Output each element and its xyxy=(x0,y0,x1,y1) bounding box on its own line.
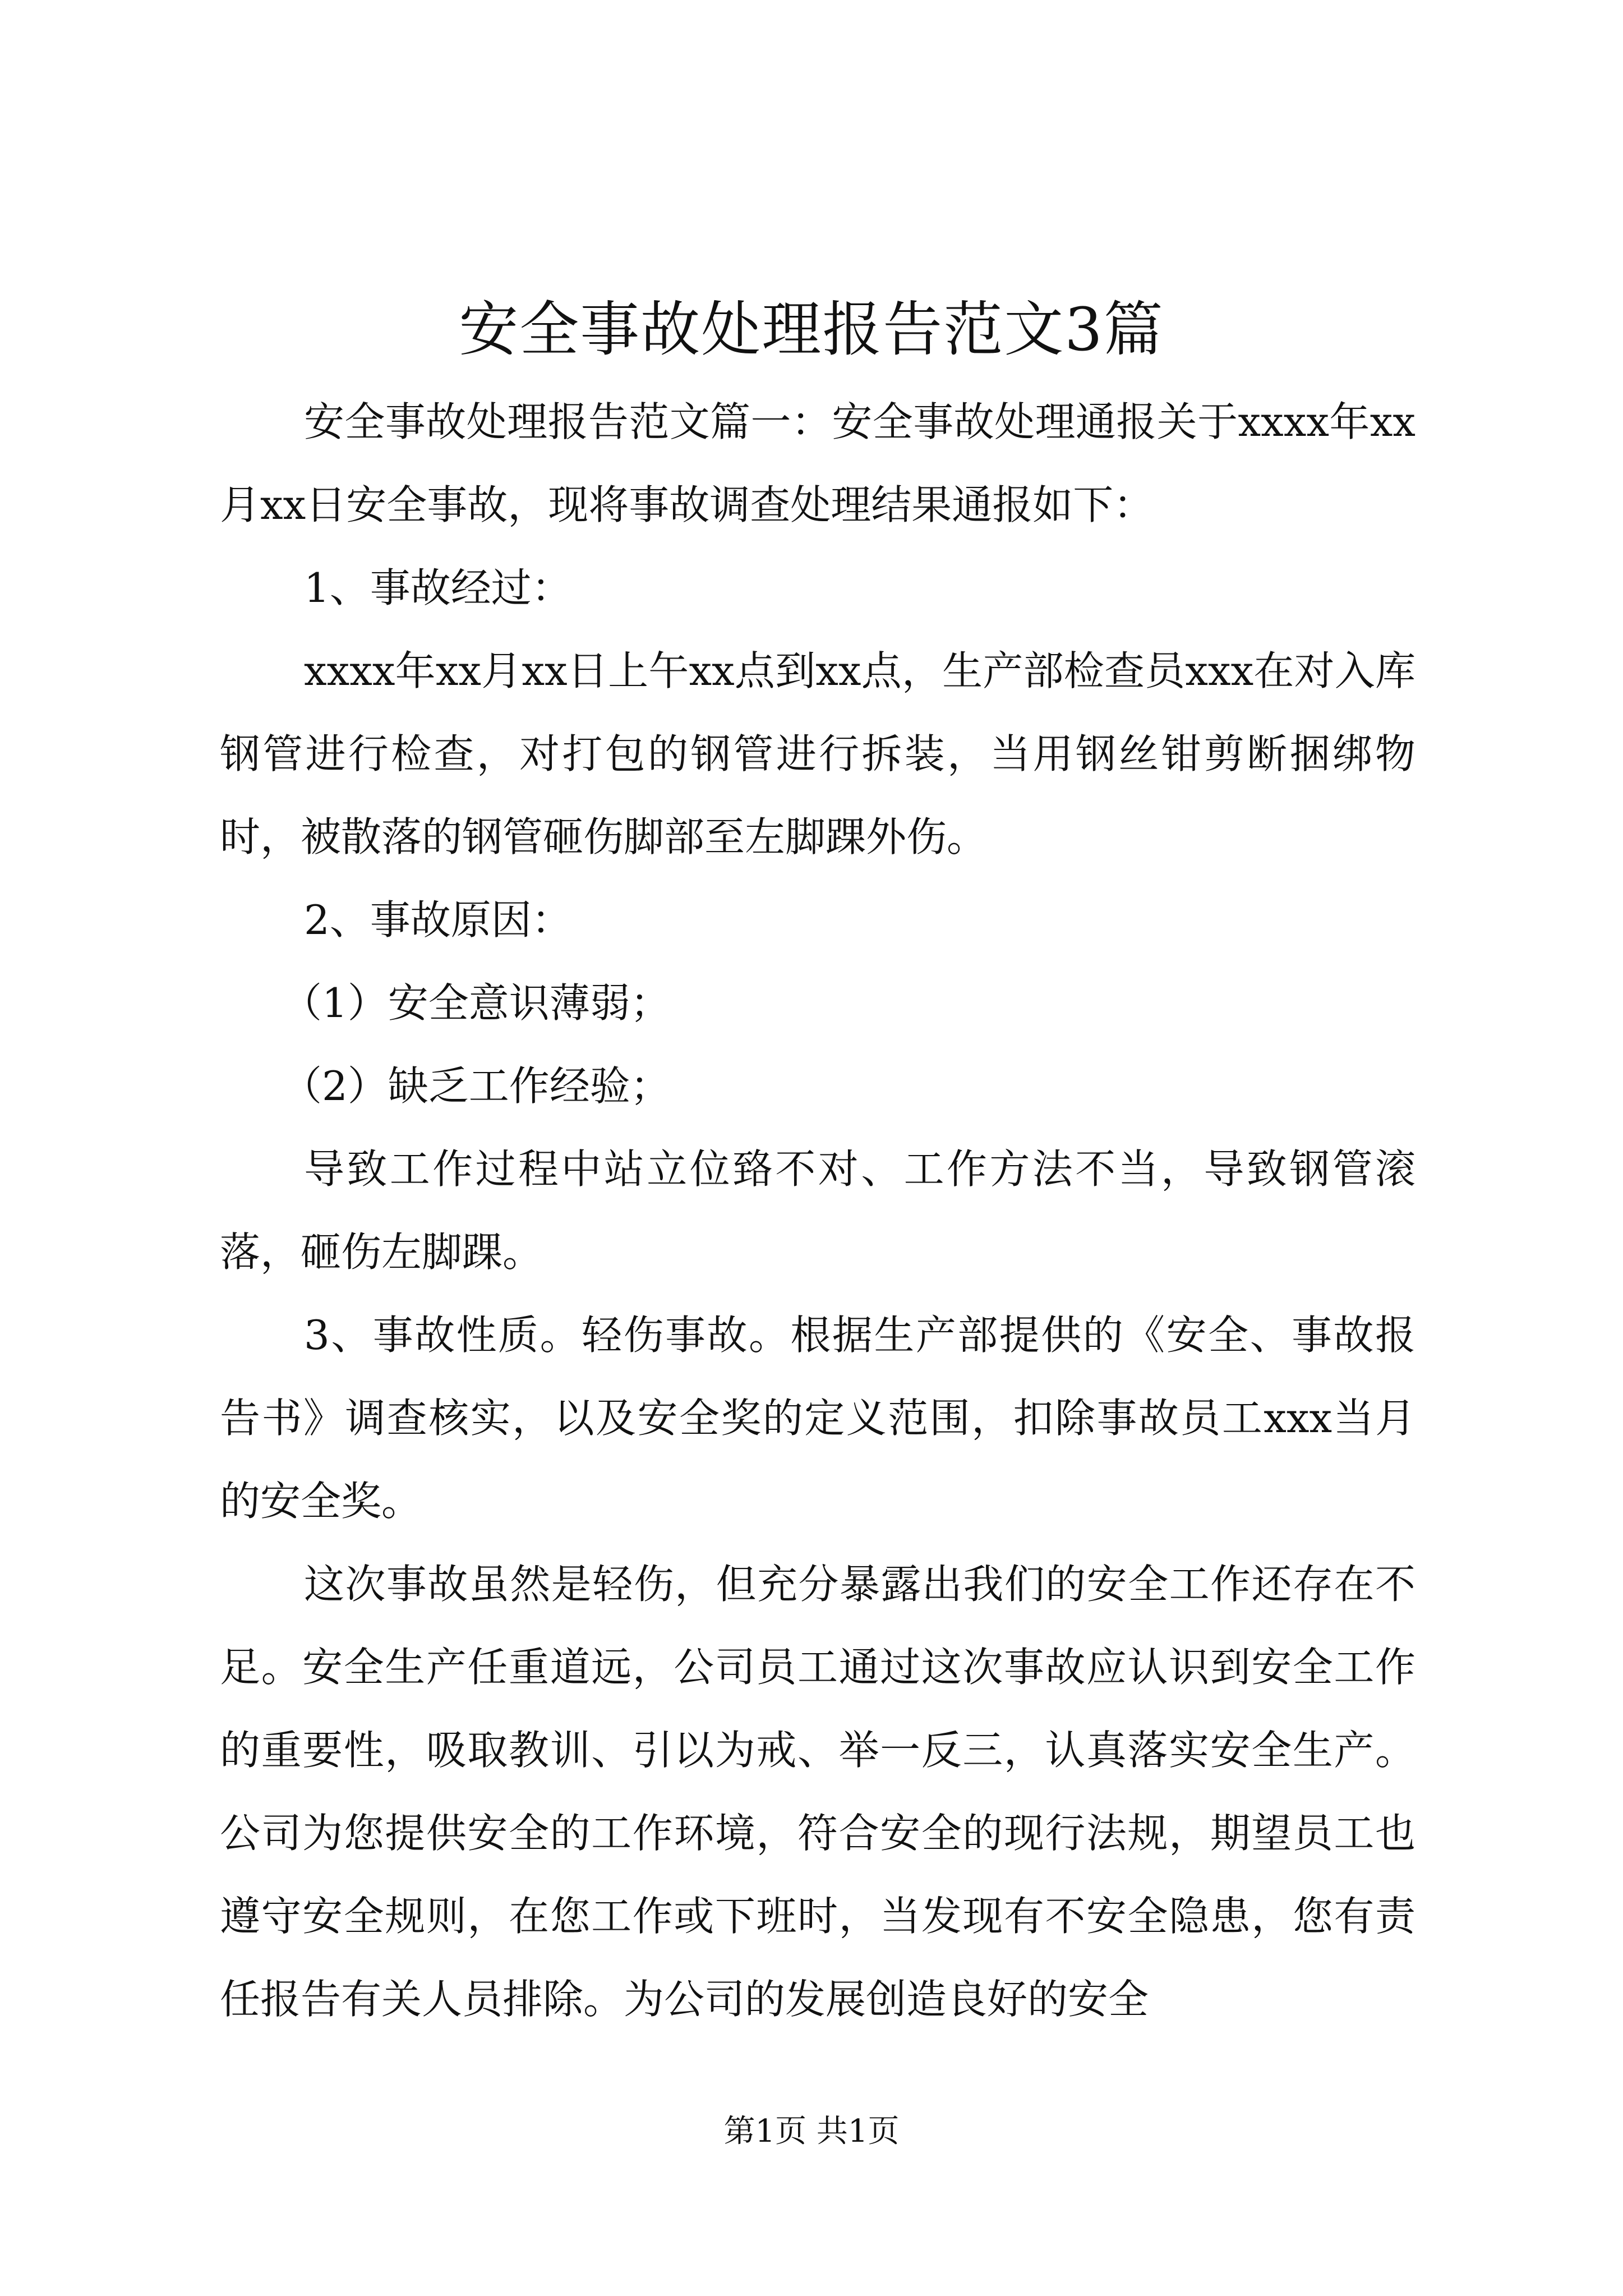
page-footer: 第1页 共1页 xyxy=(723,2113,900,2150)
paragraph-accident-nature: 3、事故性质。轻伤事故。根据生产部提供的《安全、事故报告书》调查核实，以及安全奖的定义范围，扣除事故员工xxx当月的安全奖。 xyxy=(220,1312,1415,1525)
paragraph-intro: 安全事故处理报告范文篇一：安全事故处理通报关于xxxx年xx月xx日安全事故，现将事故调查处理结果通报如下： xyxy=(220,398,1415,528)
document-title: 安全事故处理报告范文3篇 xyxy=(459,295,1164,364)
cause-item-2: （2）缺乏工作经验； xyxy=(282,1062,671,1110)
section-heading-accident-cause: 2、事故原因： xyxy=(304,896,572,944)
paragraph-accident-process: xxxx年xx月xx日上午xx点到xx点，生产部检查员xxx在对入库钢管进行检查，对打包的钢管进行拆装，当用钢丝钳剪断捆绑物时，被散落的钢管砸伤脚部至左脚踝外伤。 xyxy=(220,647,1415,861)
paragraph-conclusion: 这次事故虽然是轻伤，但充分暴露出我们的安全工作还存在不足。安全生产任重道远，公司员工通过这次事故应认识到安全工作的重要性，吸取教训、引以为戒、举一反三，认真落实安全生产。公司为您提供安全的工作环境，符合安全的现行法规，期望员工也遵守安全规则，在您工作或下班时，当发现有不安全隐患，您有责任报告有关人员排除。为公司的发展创造良好的安全 xyxy=(220,1561,1415,2023)
cause-item-1: （1）安全意识薄弱； xyxy=(282,979,671,1027)
document-body xyxy=(220,380,1415,2041)
paragraph-cause-result: 导致工作过程中站立位臵不对、工作方法不当，导致钢管滚落，砸伤左脚踝。 xyxy=(220,1145,1415,1276)
section-heading-accident-process: 1、事故经过： xyxy=(304,564,572,611)
